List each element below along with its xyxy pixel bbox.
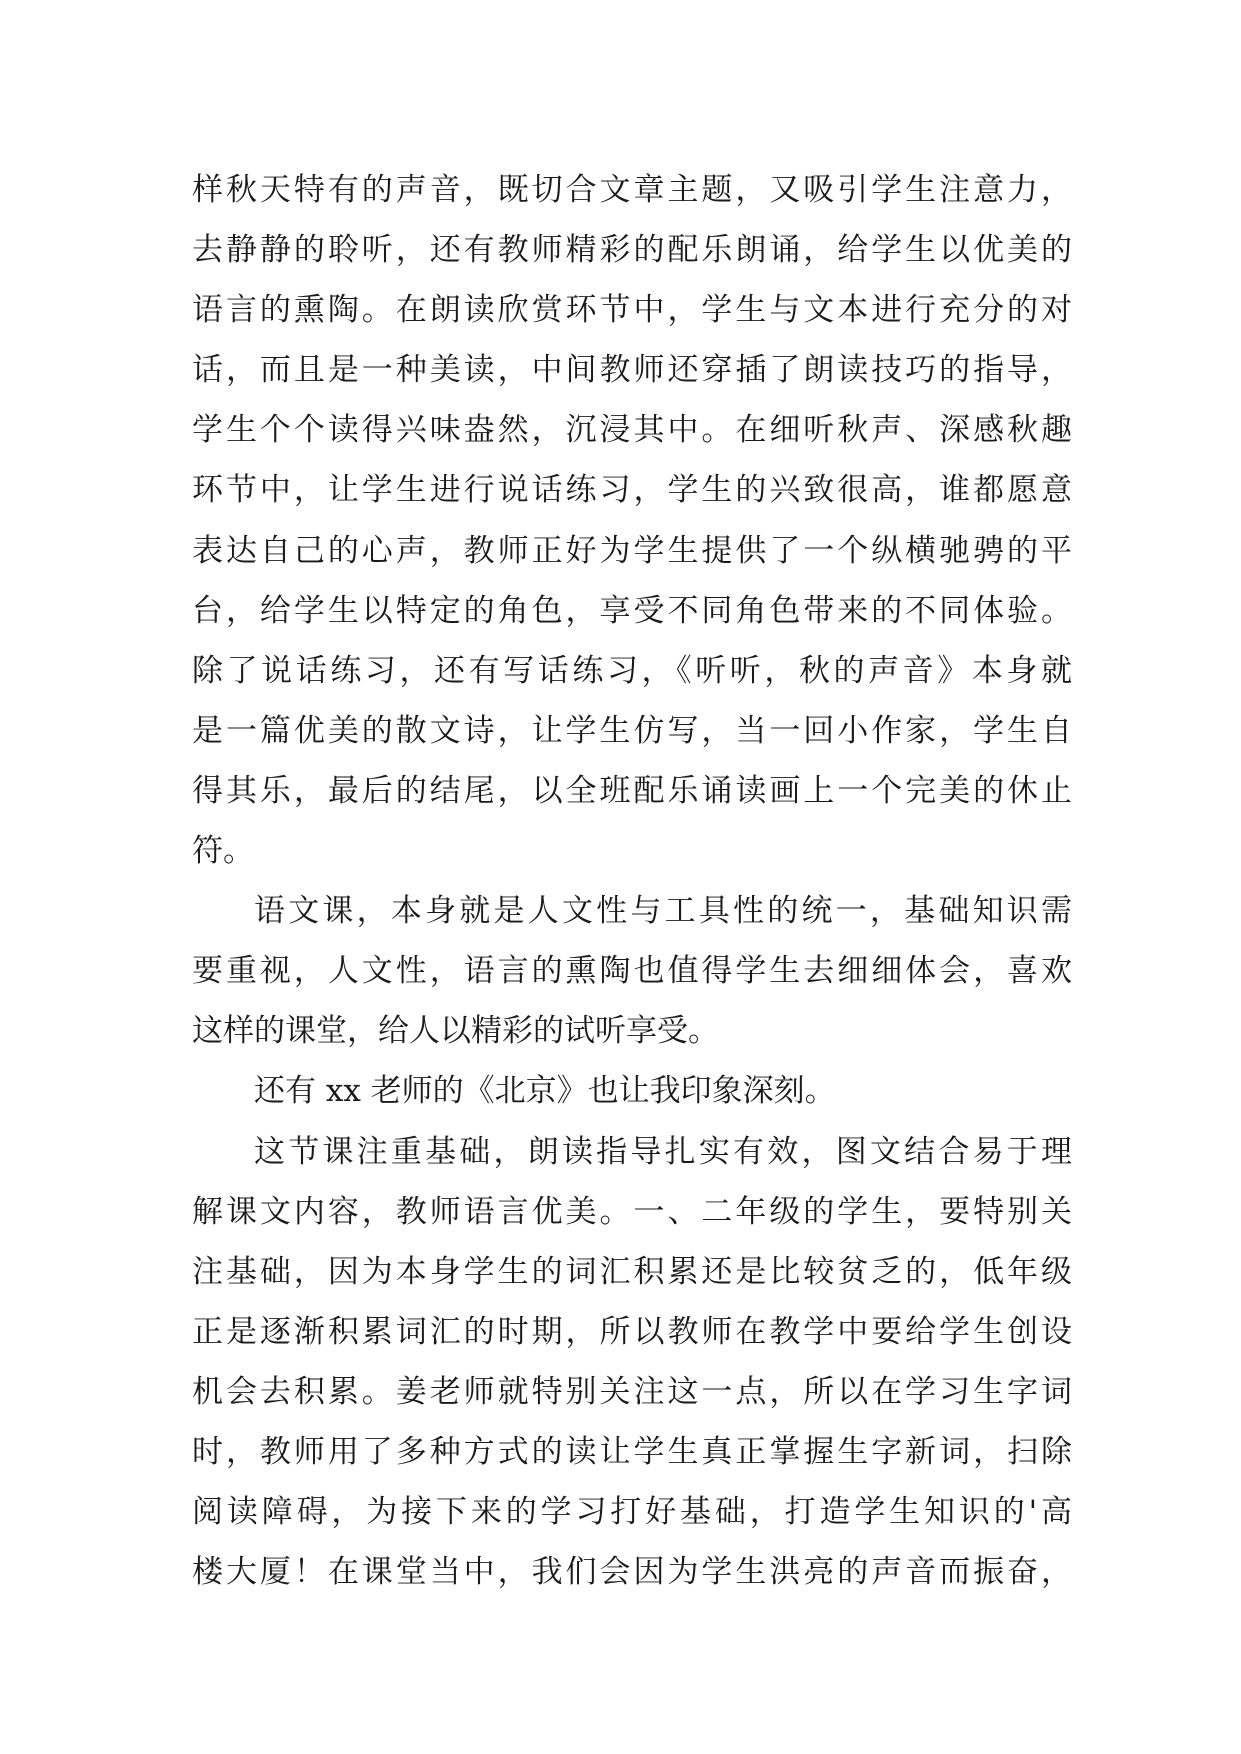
text-line: 表达自己的心声，教师正好为学生提供了一个纵横驰骋的平 <box>192 532 1072 569</box>
text-line: 话，而且是一种美读，中间教师还穿插了朗读技巧的指导， <box>192 352 1072 389</box>
text-line: 这样的课堂，给人以精彩的试听享受。 <box>192 1013 719 1050</box>
paragraph-first-line: 这节课注重基础，朗读指导扎实有效，图文结合易于理 <box>254 1133 1072 1170</box>
text-line: 样秋天特有的声音，既切合文章主题，又吸引学生注意力， <box>192 172 1072 208</box>
text-line: 台，给学生以特定的角色，享受不同角色带来的不同体验。 <box>192 592 1072 629</box>
text-line: 阅读障碍，为接下来的学习打好基础，打造学生知识的'高 <box>192 1494 1072 1531</box>
text-line: 注基础，因为本身学生的词汇积累还是比较贫乏的，低年级 <box>192 1253 1072 1290</box>
text-line: 解课文内容，教师语言优美。一、二年级的学生，要特别关 <box>192 1193 1072 1230</box>
paragraph-first-line: 语文课，本身就是人文性与工具性的统一，基础知识需 <box>254 893 1072 930</box>
body-text <box>192 160 1072 1602</box>
text-line: 除了说话练习，还有写话练习，《听听，秋的声音》本身就 <box>192 652 1072 689</box>
text-line: 楼大厦！在课堂当中，我们会因为学生洪亮的声音而振奋， <box>192 1554 1072 1591</box>
text-line: 学生个个读得兴味盎然，沉浸其中。在细听秋声、深感秋趣 <box>192 412 1072 449</box>
text-line: 符。 <box>192 833 254 870</box>
text-line: 要重视，人文性，语言的熏陶也值得学生去细细体会，喜欢 <box>192 953 1072 990</box>
text-line: 时，教师用了多种方式的读让学生真正掌握生字新词，扫除 <box>192 1433 1072 1470</box>
paragraph-first-line: 还有 xx 老师的《北京》也让我印象深刻。 <box>254 1073 836 1110</box>
text-line: 去静静的聆听，还有教师精彩的配乐朗诵，给学生以优美的 <box>192 232 1072 269</box>
text-line: 是一篇优美的散文诗，让学生仿写，当一回小作家，学生自 <box>192 712 1072 749</box>
text-line: 得其乐，最后的结尾，以全班配乐诵读画上一个完美的休止 <box>192 772 1072 809</box>
text-line: 环节中，让学生进行说话练习，学生的兴致很高，谁都愿意 <box>192 472 1072 509</box>
text-line: 正是逐渐积累词汇的时期，所以教师在教学中要给学生创设 <box>192 1313 1072 1350</box>
text-line: 语言的熏陶。在朗读欣赏环节中，学生与文本进行充分的对 <box>192 292 1072 329</box>
text-line: 机会去积累。姜老师就特别关注这一点，所以在学习生字词 <box>192 1373 1072 1410</box>
